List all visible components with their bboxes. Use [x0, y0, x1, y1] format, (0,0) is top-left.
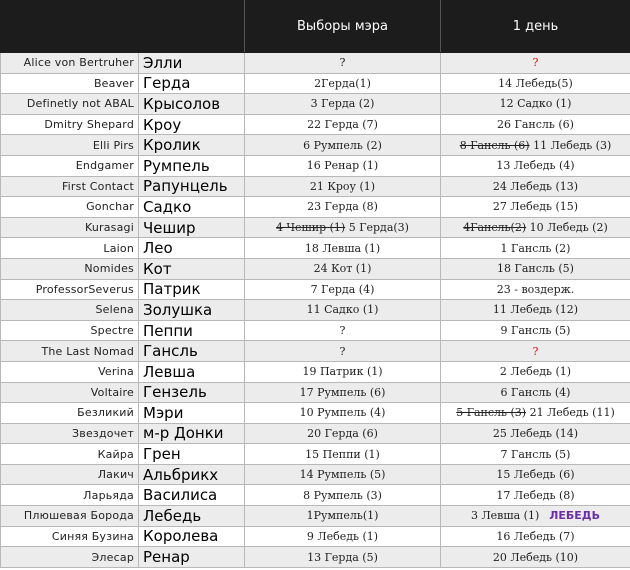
- character-name: Золушка: [139, 300, 245, 321]
- mayor-vote: [245, 320, 441, 341]
- day1-vote-struck: 5 Гансль (3): [456, 406, 527, 420]
- table-body: [1, 53, 630, 568]
- mayor-vote-value: 10 Румпель (4): [299, 406, 386, 420]
- mayor-vote: [245, 506, 441, 527]
- character-name: Гензель: [139, 382, 245, 403]
- table-row: [1, 526, 630, 547]
- day1-vote: [441, 506, 630, 527]
- mayor-vote-struck: 4 Чешир (1): [276, 221, 346, 235]
- character-name: Кот: [139, 258, 245, 279]
- player-name: Laion: [1, 238, 139, 259]
- character-name: Мэри: [139, 403, 245, 424]
- player-name: Dmitry Shepard: [1, 114, 139, 135]
- table-row: [1, 197, 630, 218]
- mayor-vote-value: ?: [339, 56, 346, 70]
- player-name: Definetly not ABAL: [1, 94, 139, 115]
- mayor-vote: [245, 279, 441, 300]
- mayor-vote-value: 5 Герда(3): [345, 221, 409, 235]
- table-row: [1, 485, 630, 506]
- table-row: [1, 135, 630, 156]
- day1-vote: [441, 94, 630, 115]
- character-name: Патрик: [139, 279, 245, 300]
- player-name: Selena: [1, 300, 139, 321]
- mayor-vote: [245, 197, 441, 218]
- mayor-vote-value: 20 Герда (6): [307, 426, 378, 440]
- day1-vote-value: 18 Гансль (5): [497, 262, 574, 276]
- day1-vote: [441, 300, 630, 321]
- table-row: [1, 547, 630, 568]
- mayor-vote: [245, 176, 441, 197]
- day1-vote: [441, 444, 630, 465]
- mayor-vote-value: 11 Садко (1): [306, 303, 379, 317]
- character-name: Садко: [139, 197, 245, 218]
- character-name: Гансль: [139, 341, 245, 362]
- player-name: Voltaire: [1, 382, 139, 403]
- day1-vote: [441, 320, 630, 341]
- day1-vote-value: 27 Лебедь (15): [492, 200, 579, 214]
- day1-vote-value: 20 Лебедь (10): [492, 550, 579, 564]
- mayor-vote: [245, 73, 441, 94]
- day1-tag: ЛЕБЕДЬ: [549, 509, 600, 523]
- table-row: [1, 155, 630, 176]
- mayor-vote: [245, 547, 441, 568]
- character-name: Альбрикх: [139, 464, 245, 485]
- character-name: Кролик: [139, 135, 245, 156]
- character-name: Левша: [139, 361, 245, 382]
- character-name: Герда: [139, 73, 245, 94]
- day1-vote-value: 25 Лебедь (14): [492, 426, 579, 440]
- player-name: Лакич: [1, 464, 139, 485]
- character-name: Румпель: [139, 155, 245, 176]
- mayor-vote: [245, 258, 441, 279]
- player-name: Кайра: [1, 444, 139, 465]
- day1-vote-value: 16 Лебедь (7): [496, 529, 575, 543]
- day1-vote: [441, 217, 630, 238]
- player-name: The Last Nomad: [1, 341, 139, 362]
- character-name: Лео: [139, 238, 245, 259]
- mayor-vote: [245, 114, 441, 135]
- mayor-vote-value: 1Румпель(1): [306, 509, 379, 523]
- day1-vote: [441, 279, 630, 300]
- day1-vote-value: 2 Лебедь (1): [499, 365, 572, 379]
- mayor-vote-value: 15 Пеппи (1): [305, 447, 380, 461]
- player-name: Verina: [1, 361, 139, 382]
- player-name: Безликий: [1, 403, 139, 424]
- day1-vote-value: 7 Гансль (5): [500, 447, 571, 461]
- player-name: Beaver: [1, 73, 139, 94]
- mayor-vote-value: 22 Герда (7): [307, 118, 378, 132]
- player-name: Элесар: [1, 547, 139, 568]
- day1-vote: [441, 341, 630, 362]
- table-row: [1, 238, 630, 259]
- day1-vote-value: 15 Лебедь (6): [496, 468, 575, 482]
- mayor-vote: [245, 361, 441, 382]
- mayor-vote-value: 7 Герда (4): [310, 282, 375, 296]
- mayor-vote: [245, 94, 441, 115]
- day1-vote: [441, 73, 630, 94]
- table-row: [1, 506, 630, 527]
- day1-vote: [441, 238, 630, 259]
- mayor-vote-value: 13 Герда (5): [307, 550, 378, 564]
- table-row: [1, 444, 630, 465]
- table-row: [1, 114, 630, 135]
- table-row: [1, 300, 630, 321]
- day1-vote: [441, 155, 630, 176]
- character-name: Рапунцель: [139, 176, 245, 197]
- player-name: Звездочет: [1, 423, 139, 444]
- player-name: ProfessorSeverus: [1, 279, 139, 300]
- character-name: м-р Донки: [139, 423, 245, 444]
- day1-vote-struck: 8 Гансль (6): [459, 138, 530, 152]
- day1-vote: [441, 403, 630, 424]
- mayor-vote-value: 9 Лебедь (1): [306, 529, 379, 543]
- mayor-vote: [245, 382, 441, 403]
- day1-vote-value: 13 Лебедь (4): [496, 159, 575, 173]
- mayor-vote: [245, 238, 441, 259]
- day1-vote: [441, 382, 630, 403]
- mayor-vote: [245, 53, 441, 74]
- mayor-vote: [245, 341, 441, 362]
- table-row: [1, 176, 630, 197]
- day1-vote: [441, 361, 630, 382]
- mayor-vote-value: 23 Герда (8): [307, 200, 378, 214]
- table-row: [1, 361, 630, 382]
- table-row: [1, 341, 630, 362]
- mayor-vote: [245, 526, 441, 547]
- mayor-vote-value: 14 Румпель (5): [299, 468, 386, 482]
- character-name: Лебедь: [139, 506, 245, 527]
- table-row: [1, 217, 630, 238]
- mayor-vote-value: 6 Румпель (2): [303, 138, 382, 152]
- mayor-vote-value: ?: [339, 324, 346, 338]
- player-name: Плюшевая Борода: [1, 506, 139, 527]
- day1-vote: [441, 464, 630, 485]
- player-name: Elli Pirs: [1, 135, 139, 156]
- day1-vote: [441, 197, 630, 218]
- day1-vote: [441, 423, 630, 444]
- player-name: Синяя Бузина: [1, 526, 139, 547]
- player-name: First Contact: [1, 176, 139, 197]
- header-mayor-election: Выборы мэра: [245, 1, 441, 53]
- day1-vote-value: 11 Лебедь (12): [492, 303, 579, 317]
- character-name: Грен: [139, 444, 245, 465]
- day1-vote-value: 23 - воздерж.: [496, 282, 575, 296]
- mayor-vote: [245, 464, 441, 485]
- header-day-1: 1 день: [441, 1, 630, 53]
- mayor-vote: [245, 423, 441, 444]
- table-row: [1, 279, 630, 300]
- mayor-vote-value: 3 Герда (2): [310, 97, 375, 111]
- character-name: Крысолов: [139, 94, 245, 115]
- day1-vote: [441, 176, 630, 197]
- mayor-vote: [245, 217, 441, 238]
- mayor-vote: [245, 300, 441, 321]
- table-row: [1, 403, 630, 424]
- character-name: Элли: [139, 53, 245, 74]
- table-row: [1, 73, 630, 94]
- day1-vote-value: 26 Гансль (6): [497, 118, 574, 132]
- day1-vote: [441, 547, 630, 568]
- player-name: Endgamer: [1, 155, 139, 176]
- mayor-vote-value: 21 Кроу (1): [309, 179, 376, 193]
- table-row: [1, 94, 630, 115]
- mayor-vote-value: 24 Кот (1): [313, 262, 372, 276]
- player-name: Nomides: [1, 258, 139, 279]
- character-name: Пеппи: [139, 320, 245, 341]
- player-name: Alice von Bertruher: [1, 53, 139, 74]
- table-row: [1, 464, 630, 485]
- mayor-vote-value: 18 Левша (1): [304, 241, 381, 255]
- table-row: [1, 320, 630, 341]
- day1-vote-value: 14 Лебедь(5): [498, 76, 573, 90]
- player-name: Kurasagi: [1, 217, 139, 238]
- mayor-vote-value: ?: [339, 344, 346, 358]
- character-name: Чешир: [139, 217, 245, 238]
- day1-vote-value: 11 Лебедь (3): [529, 138, 612, 152]
- day1-vote-struck: 4Гансль(2): [463, 221, 527, 235]
- day1-vote-value: 6 Гансль (4): [500, 385, 571, 399]
- mayor-vote: [245, 135, 441, 156]
- table-row: [1, 258, 630, 279]
- day1-vote: [441, 53, 630, 74]
- day1-vote: [441, 258, 630, 279]
- header-blank: [1, 1, 245, 53]
- mayor-vote-value: 8 Румпель (3): [303, 488, 382, 502]
- mayor-vote-value: 17 Румпель (6): [299, 385, 386, 399]
- player-name: Spectre: [1, 320, 139, 341]
- player-name: Ларьяда: [1, 485, 139, 506]
- character-name: Ренар: [139, 547, 245, 568]
- table-row: [1, 423, 630, 444]
- character-name: Кроу: [139, 114, 245, 135]
- day1-vote: [441, 485, 630, 506]
- day1-vote-value: 24 Лебедь (13): [492, 179, 579, 193]
- mayor-vote-value: 16 Ренар (1): [306, 159, 379, 173]
- day1-vote: [441, 526, 630, 547]
- table-row: [1, 382, 630, 403]
- table-row: [1, 53, 630, 74]
- character-name: Василиса: [139, 485, 245, 506]
- mayor-vote: [245, 485, 441, 506]
- mayor-vote: [245, 155, 441, 176]
- header-row: [1, 1, 630, 53]
- mayor-vote: [245, 444, 441, 465]
- mayor-vote-value: 2Герда(1): [314, 76, 371, 90]
- day1-vote: [441, 135, 630, 156]
- day1-vote: [441, 114, 630, 135]
- day1-vote-value: ?: [532, 344, 539, 358]
- day1-vote-value: 12 Садко (1): [499, 97, 572, 111]
- player-name: Gonchar: [1, 197, 139, 218]
- mayor-vote-value: 19 Патрик (1): [302, 365, 383, 379]
- mayor-vote: [245, 403, 441, 424]
- day1-vote-value: 10 Лебедь (2): [526, 221, 608, 235]
- day1-vote-value: 17 Лебедь (8): [496, 488, 575, 502]
- day1-vote-value: 9 Гансль (5): [500, 324, 571, 338]
- character-name: Королева: [139, 526, 245, 547]
- day1-vote-value: 3 Левша (1): [471, 509, 540, 523]
- day1-vote-value: 1 Гансль (2): [500, 241, 571, 255]
- day1-vote-value: ?: [532, 56, 539, 70]
- day1-vote-value: 21 Лебедь (11): [526, 406, 615, 420]
